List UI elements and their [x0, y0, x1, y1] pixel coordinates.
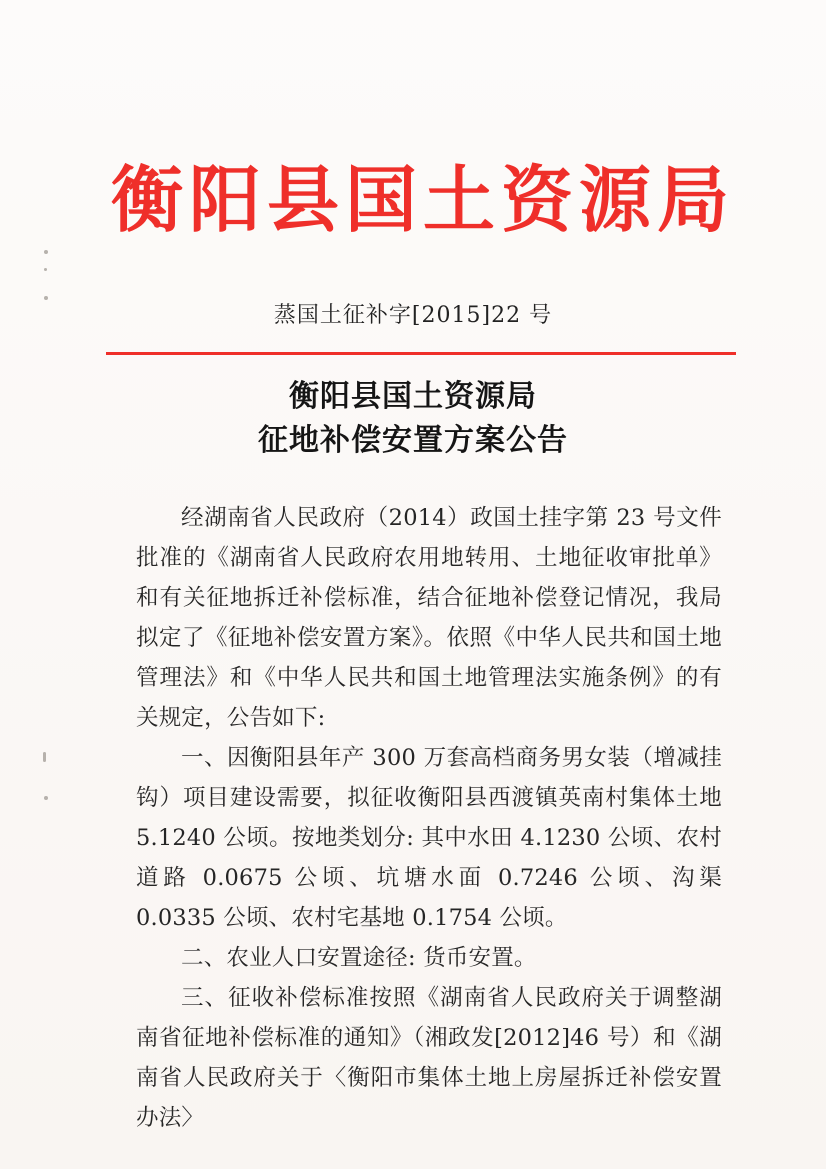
binding-mark [43, 752, 46, 762]
punch-hole-mark [44, 250, 48, 254]
body-paragraph-intro: 经湖南省人民政府（2014）政国土挂字第 23 号文件批准的《湖南省人民政府农用地转用、土地征收审批单》和有关征地拆迁补偿标准，结合征地补偿登记情况，我局拟定了《征地补偿安置方案》。依照《中华人民共和国土地管理法》和《中华人民共和国土地管理法实施条例》的有关规定，公告如下: [136, 505, 722, 731]
punch-hole-mark [44, 268, 47, 271]
punch-hole-mark [44, 796, 48, 800]
agency-header-title: 衡阳县国土资源局 [110, 157, 735, 242]
notice-body [136, 498, 722, 1138]
notice-title-line-2: 征地补偿安置方案公告 [258, 423, 568, 458]
red-divider-line [106, 352, 736, 355]
punch-hole-mark [44, 296, 48, 300]
body-paragraph-land-acquisition: 一、因衡阳县年产 300 万套高档商务男女装（增减挂钩）项目建设需要，拟征收衡阳县西渡镇英南村集体土地 5.1240 公顷。按地类划分: 其中水田 4.1230 公顷、农村道路 0.0675 公顷、坑塘水面 0.7246 公顷、沟渠 0.0335 公顷、农村宅基地 0.1754 公顷。 [136, 745, 722, 931]
body-paragraph-compensation: 三、征收补偿标准按照《湖南省人民政府关于调整湖南省征地补偿标准的通知》（湘政发[2012]46 号）和《湖南省人民政府关于〈衡阳市集体土地上房屋拆迁补偿安置办法〉 [136, 985, 722, 1131]
body-paragraph-resettlement: 二、农业人口安置途径: 货币安置。 [181, 945, 537, 971]
notice-title-line-1: 衡阳县国土资源局 [289, 379, 537, 414]
document-number: 蒸国土征补字[2015]22 号 [273, 303, 553, 328]
